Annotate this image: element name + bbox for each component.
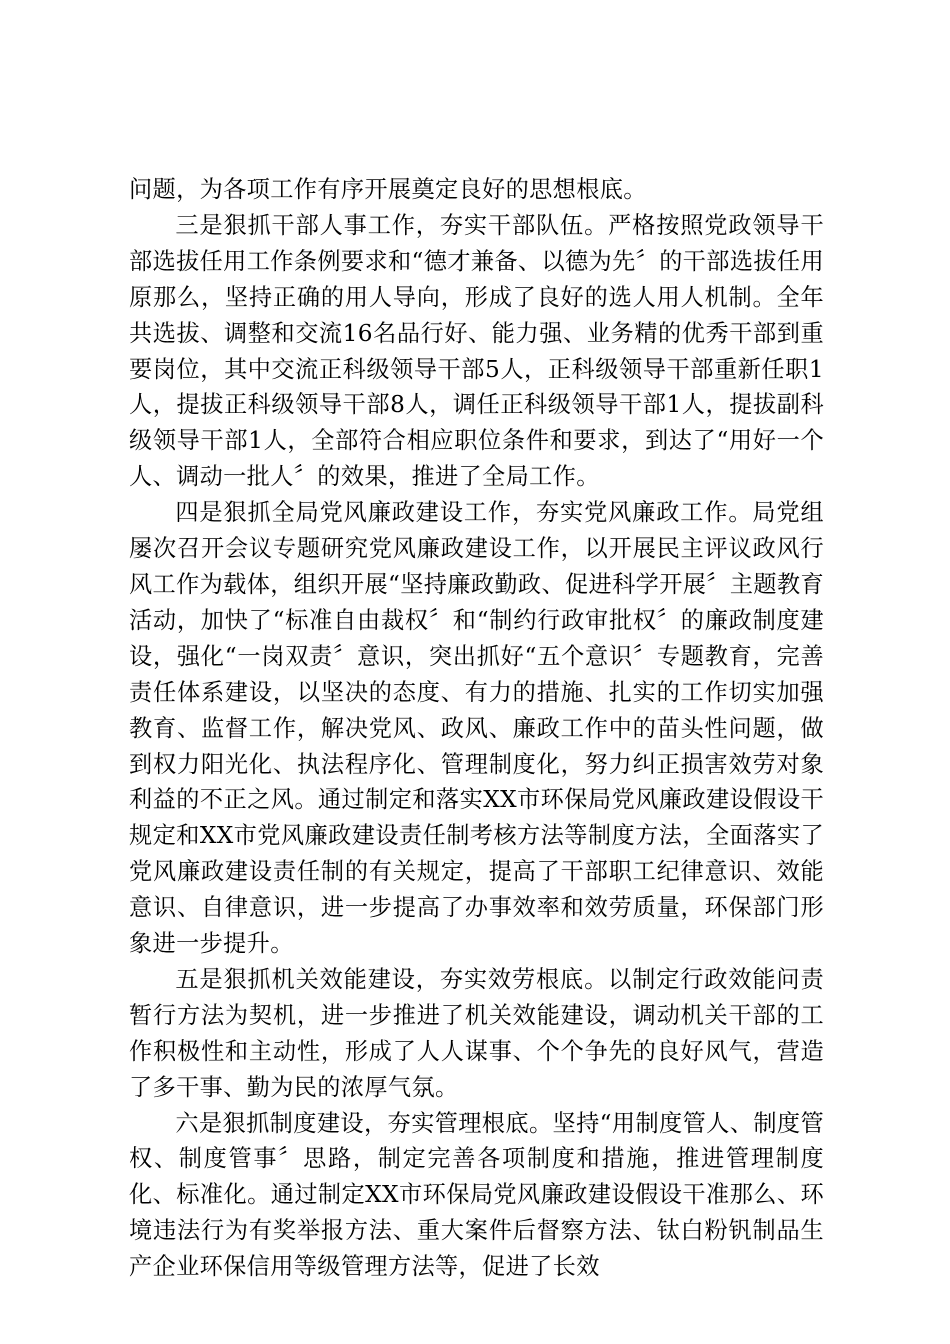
paragraph-party-integrity: 四是狠抓全局党风廉政建设工作，夯实党风廉政工作。局党组屡次召开会议专题研究党风廉政建设工作，以开展民主评议政风行风工作为载体，组织开展“坚持廉政勤政、促进科学开展〞主题教育活动，加快了“标准自由裁权〞和“制约行政审批权〞的廉政制度建设，强化“一岗双责〞意识，突出抓好“五个意识〞专题教育，完善责任体系建设，以坚决的态度、有力的措施、扎实的工作切实加强教育、监督工作，解决党风、政风、廉政工作中的苗头性问题，做到权力阳光化、执法程序化、管理制度化，努力纠正损害效劳对象利益的不正之风。通过制定和落实XX市环保局党风廉政建设假设干规定和XX市党风廉政建设责任制考核方法等制度方法，全面落实了党风廉政建设责任制的有关规定，提高了干部职工纪律意识、效能意识、自律意识，进一步提高了办事效率和效劳质量，环保部门形象进一步提升。 [129,499,824,958]
paragraph-continuation: 问题，为各项工作有序开展奠定良好的思想根底。 [129,176,647,203]
document-body [129,172,824,1285]
paragraph-agency-efficiency: 五是狠抓机关效能建设，夯实效劳根底。以制定行政效能问责暂行方法为契机，进一步推进了机关效能建设，调动机关干部的工作积极性和主动性，形成了人人谋事、个个争先的良好风气，营造了多干事、勤为民的浓厚气氛。 [129,965,824,1101]
paragraph-cadre-personnel: 三是狠抓干部人事工作，夯实干部队伍。严格按照党政领导干部选拔任用工作条例要求和“德才兼备、以德为先〞的干部选拔任用原那么，坚持正确的用人导向，形成了良好的选人用人机制。全年共选拔、调整和交流16名品行好、能力强、业务精的优秀干部到重要岗位，其中交流正科级领导干部5人，正科级领导干部重新任职1人，提拔正科级领导干部8人，调任正科级领导干部1人，提拔副科级领导干部1人，全部符合相应职位条件和要求，到达了“用好一个人、调动一批人〞的效果，推进了全局工作。 [129,211,824,491]
paragraph-institution-building: 六是狠抓制度建设，夯实管理根底。坚持“用制度管人、制度管权、制度管事〞思路，制定完善各项制度和措施，推进管理制度化、标准化。通过制定XX市环保局党风廉政建设假设干准那么、环境违法行为有奖举报方法、重大案件后督察方法、钛白粉钒制品生产企业环保信用等级管理方法等，促进了长效 [129,1109,824,1281]
